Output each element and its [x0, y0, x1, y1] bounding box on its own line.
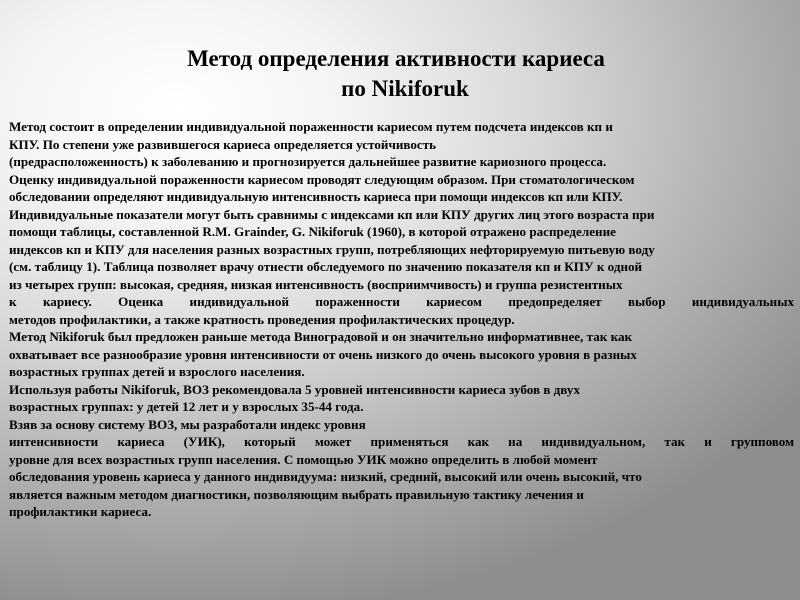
slide-body-text	[9, 118, 794, 521]
slide-title-line-2: по Nikiforuk	[341, 76, 469, 101]
body-line: охватывает все разнообразие уровня интенсивности от очень низкого до очень высокого уровня в разных	[9, 346, 637, 362]
body-line: интенсивности кариеса (УИК), который может применяться как на индивидуальном, так и групповом	[9, 434, 794, 449]
body-line: индексов кп и КПУ для населения разных возрастных групп, потребляющих нефторируемую питьевую воду	[9, 241, 655, 257]
body-line: Используя работы Nikiforuk, ВОЗ рекомендовала 5 уровней интенсивности кариеса зубов в двух	[9, 381, 581, 397]
body-line: Метод Nikiforuk был предложен раньше метода Виноградовой и он значительно информативнее, так как	[9, 329, 633, 344]
body-line: методов профилактики, а также кратность проведения профилактических процедур.	[9, 311, 515, 327]
body-line: КПУ. По степени уже развившегося кариеса определяется устойчивость	[9, 136, 437, 152]
body-line: возрастных группах: у детей 12 лет и у взрослых 35-44 года.	[9, 399, 364, 414]
body-line: из четырех групп: высокая, средняя, низкая интенсивность (восприимчивость) и группа резистентных	[9, 276, 623, 292]
body-line: Оценку индивидуальной пораженности кариесом проводят следующим образом. При стоматологическом	[9, 171, 635, 187]
body-line: обследовании определяют индивидуальную интенсивность кариеса при помощи индексов кп или КПУ.	[9, 189, 623, 204]
body-line: обследования уровень кариеса у данного индивидуума: низкий, средний, высокий или очень высокий, что	[9, 469, 642, 484]
body-line: уровне для всех возрастных групп населения. С помощью УИК можно определить в любой момент	[9, 451, 598, 467]
slide-title	[0, 44, 800, 104]
body-line: (предрасположенность) к заболеванию и прогнозируется дальнейшее развитие кариозного процесса.	[9, 154, 607, 169]
body-line: является важным методом диагностики, позволяющим выбрать правильную тактику лечения и	[9, 486, 584, 502]
body-line: (см. таблицу 1). Таблица позволяет врачу отнести обследуемого по значению показателя кп и КПУ к одной	[9, 259, 643, 274]
body-line: к кариесу. Оценка индивидуальной пораженности кариесом предопределяет выбор индивидуальных	[9, 294, 794, 309]
body-line: Метод состоит в определении индивидуальной пораженности кариесом путем подсчета индексов кп и	[9, 119, 613, 134]
body-line: возрастных группах детей и взрослого населения.	[9, 364, 305, 379]
body-line: Взяв за основу систему ВОЗ, мы разработали индекс уровня	[9, 416, 366, 432]
body-line: профилактики кариеса.	[9, 504, 152, 519]
body-line: помощи таблицы, составленной R.M. Grainder, G. Nikiforuk (1960), в которой отражено распределение	[9, 224, 616, 239]
slide-title-line-1: Метод определения активности кариеса	[187, 46, 605, 71]
body-line: Индивидуальные показатели могут быть сравнимы с индексами кп или КПУ других лиц этого возраста при	[9, 206, 655, 222]
